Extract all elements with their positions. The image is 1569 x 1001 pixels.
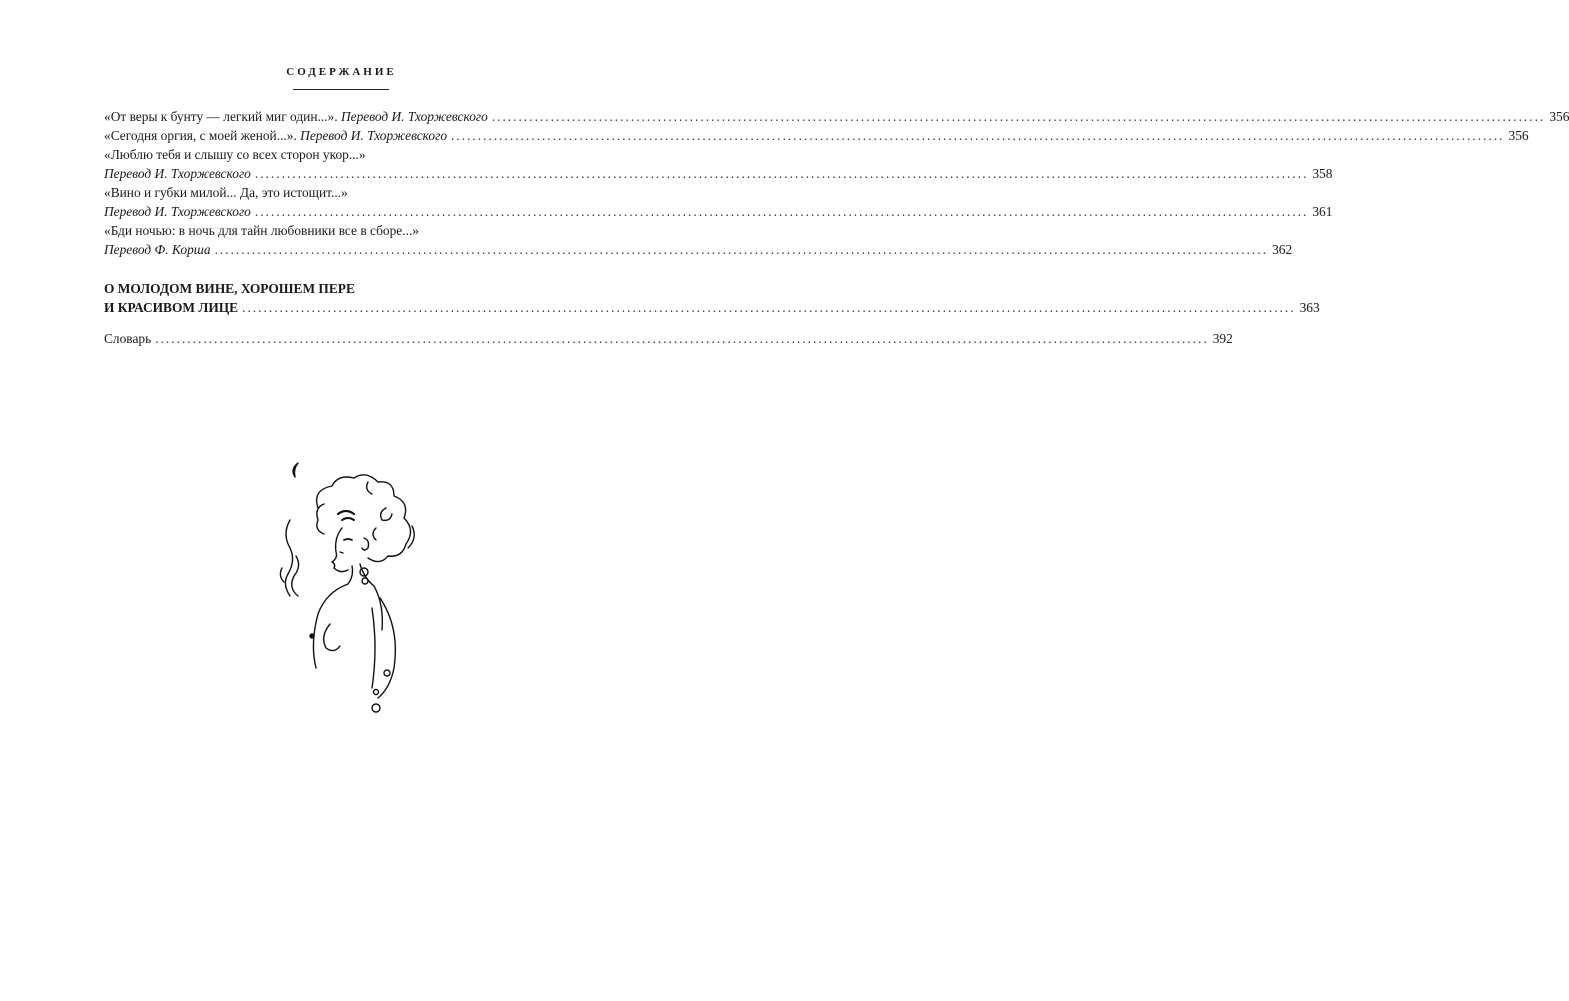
entry-translator: Перевод И. Тхоржевского bbox=[104, 166, 251, 181]
entry-translator: Перевод И. Тхоржевского bbox=[300, 128, 448, 143]
woman-sketch-illustration bbox=[268, 448, 428, 716]
section-title-line[interactable] bbox=[104, 279, 592, 298]
entry-title: «Бди ночью: в ночь для тайн любовники все в сборе...» bbox=[104, 223, 419, 238]
entry-page: 361 bbox=[1312, 204, 1333, 219]
leader-dots bbox=[155, 329, 1209, 348]
glossary-label: Словарь bbox=[104, 331, 152, 346]
entry-page: 356 bbox=[1549, 109, 1569, 124]
entry-page: 363 bbox=[1299, 300, 1320, 315]
leader-dots bbox=[255, 202, 1309, 221]
entry-title: «Сегодня оргия, с моей женой...». bbox=[104, 128, 297, 143]
toc-entry[interactable] bbox=[104, 164, 1333, 183]
section-title: И КРАСИВОМ ЛИЦЕ bbox=[104, 300, 239, 315]
toc-entry[interactable] bbox=[104, 126, 1529, 145]
page-title: СОДЕРЖАНИЕ bbox=[286, 66, 397, 78]
toc-entry-title-line[interactable] bbox=[104, 145, 592, 164]
toc-entry[interactable] bbox=[104, 329, 1233, 348]
toc-entry[interactable] bbox=[104, 298, 1320, 317]
toc-entry[interactable] bbox=[104, 202, 1333, 221]
leader-dots bbox=[255, 164, 1309, 183]
entry-title: «От веры к бунту — легкий миг один...». bbox=[104, 109, 338, 124]
section-title: О МОЛОДОМ ВИНЕ, ХОРОШЕМ ПЕРЕ bbox=[104, 281, 355, 296]
entry-title: «Люблю тебя и слышу со всех сторон укор...» bbox=[104, 147, 366, 162]
table-of-contents bbox=[104, 107, 1569, 348]
entry-translator: Перевод И. Тхоржевского bbox=[104, 204, 251, 219]
entry-page: 358 bbox=[1312, 166, 1333, 181]
toc-section bbox=[104, 279, 1320, 317]
leader-dots bbox=[451, 126, 1505, 145]
entry-translator: Перевод Ф. Корша bbox=[104, 242, 211, 257]
toc-entry-title-line[interactable] bbox=[104, 183, 592, 202]
entry-page: 392 bbox=[1212, 331, 1233, 346]
leader-dots bbox=[215, 240, 1269, 259]
entry-page: 356 bbox=[1508, 128, 1529, 143]
entry-translator: Перевод И. Тхоржевского bbox=[340, 109, 488, 124]
title-divider bbox=[293, 89, 389, 90]
toc-entry-title-line[interactable] bbox=[104, 221, 592, 240]
leader-dots bbox=[242, 298, 1296, 317]
entry-page: 362 bbox=[1272, 242, 1293, 257]
toc-entry[interactable] bbox=[104, 240, 1293, 259]
toc-entry[interactable] bbox=[104, 107, 1569, 126]
leader-dots bbox=[492, 107, 1546, 126]
entry-title: «Вино и губки милой... Да, это истощит...» bbox=[104, 185, 348, 200]
